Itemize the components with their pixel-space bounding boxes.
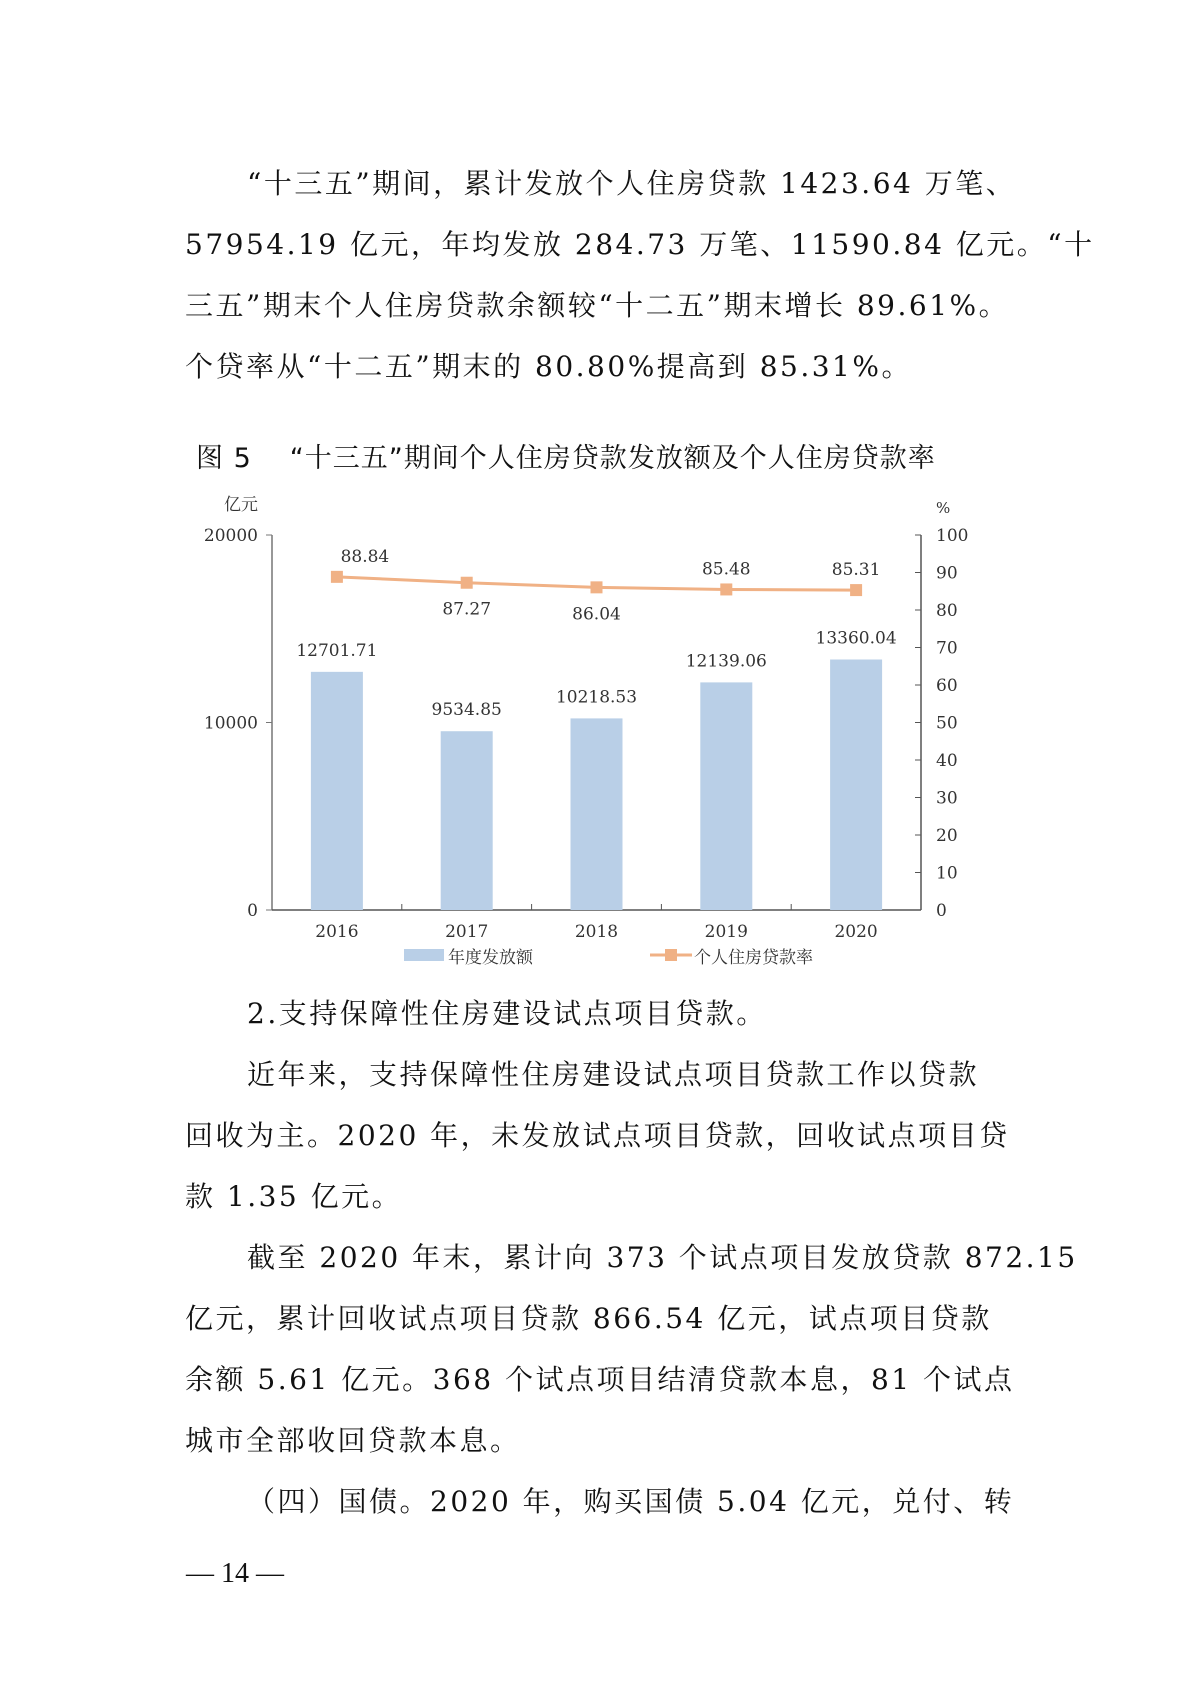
bar-2019 [700, 682, 752, 910]
x-tick-label: 2016 [315, 922, 359, 942]
left-axis-unit: 亿元 [224, 495, 258, 515]
combo-chart [190, 490, 1000, 980]
bar-value-label: 12139.06 [685, 651, 767, 672]
legend-bar-label: 年度发放额 [448, 948, 533, 968]
bar-value-label: 12701.71 [296, 640, 378, 661]
text-line: 回收为主。2020 年，未发放试点项目贷款，回收试点项目贷 [185, 1119, 1010, 1152]
left-tick-label: 0 [247, 901, 258, 921]
rate-value-label: 87.27 [442, 599, 492, 620]
bar-value-label: 9534.85 [431, 700, 502, 721]
rate-value-label: 88.84 [340, 546, 390, 567]
right-tick-label: 20 [936, 826, 958, 846]
text-line: “十三五”期间，累计发放个人住房贷款 1423.64 万笔、 [247, 167, 1017, 200]
paragraph-treasury-bonds [185, 1471, 1025, 1532]
bar-2017 [441, 731, 493, 910]
right-tick-label: 80 [936, 601, 958, 621]
page-number: — 14 — [186, 1558, 284, 1589]
right-tick-label: 40 [936, 751, 958, 771]
text-line: 城市全部收回贷款本息。 [185, 1424, 521, 1457]
left-tick-label: 20000 [203, 526, 258, 546]
legend-line-marker [665, 949, 677, 961]
text-line: 截至 2020 年末，累计向 373 个试点项目发放贷款 872.15 [247, 1241, 1078, 1274]
right-tick-label: 100 [936, 526, 969, 546]
legend-bar-swatch [404, 949, 444, 961]
chart-canvas [190, 490, 1000, 980]
paragraph-cumulative [185, 1227, 1078, 1471]
left-tick-label: 10000 [203, 713, 258, 734]
text-line: 余额 5.61 亿元。368 个试点项目结清贷款本息，81 个试点 [185, 1363, 1015, 1396]
right-tick-label: 0 [936, 901, 947, 921]
figure-title: “十三五”期间个人住房贷款发放额及个人住房贷款率 [289, 443, 936, 474]
rate-value-label: 85.48 [701, 559, 751, 580]
heading-section-2 [185, 983, 1025, 1044]
text-line: （四）国债。2020 年，购买国债 5.04 亿元，兑付、转 [247, 1485, 1015, 1518]
x-tick-label: 2018 [574, 922, 619, 942]
right-tick-label: 70 [936, 638, 958, 659]
bar-value-label: 10218.53 [555, 687, 638, 708]
rate-marker [720, 583, 732, 595]
text-line: 近年来，支持保障性住房建设试点项目贷款工作以贷款 [247, 1058, 980, 1091]
rate-marker [850, 584, 862, 596]
bar-2018 [571, 718, 623, 910]
text-line: 三五”期末个人住房贷款余额较“十二五”期末增长 89.61%。 [185, 289, 1010, 322]
right-tick-label: 30 [936, 788, 958, 809]
text-line: 款 1.35 亿元。 [185, 1180, 403, 1213]
right-tick-label: 90 [936, 563, 958, 584]
text-line: 57954.19 亿元，年均发放 284.73 万笔、11590.84 亿元。“十 [185, 228, 1095, 261]
text-line: 亿元，累计回收试点项目贷款 866.54 亿元，试点项目贷款 [185, 1302, 992, 1335]
rate-marker [591, 581, 603, 593]
bar-value-label: 13360.04 [815, 628, 897, 649]
figure-caption [196, 436, 936, 475]
section-heading: 2.支持保障性住房建设试点项目贷款。 [247, 997, 767, 1030]
right-tick-label: 50 [936, 713, 958, 734]
right-tick-label: 10 [936, 863, 958, 884]
x-tick-label: 2019 [704, 922, 748, 942]
paragraph-summary [185, 153, 1095, 397]
bar-2020 [830, 659, 882, 910]
bar-2016 [311, 672, 363, 910]
figure-number: 图 5 [196, 443, 252, 474]
x-tick-label: 2020 [834, 922, 878, 942]
paragraph-pilot-loans [185, 1044, 1025, 1227]
rate-marker [461, 577, 473, 589]
right-axis-unit: % [936, 499, 951, 517]
x-tick-label: 2017 [445, 922, 489, 942]
rate-value-label: 86.04 [572, 604, 621, 625]
rate-marker [331, 571, 343, 583]
text-line: 个贷率从“十二五”期末的 80.80%提高到 85.31%。 [185, 350, 912, 383]
legend-line-label: 个人住房贷款率 [694, 948, 813, 968]
rate-value-label: 85.31 [831, 560, 881, 581]
right-tick-label: 60 [936, 676, 958, 696]
